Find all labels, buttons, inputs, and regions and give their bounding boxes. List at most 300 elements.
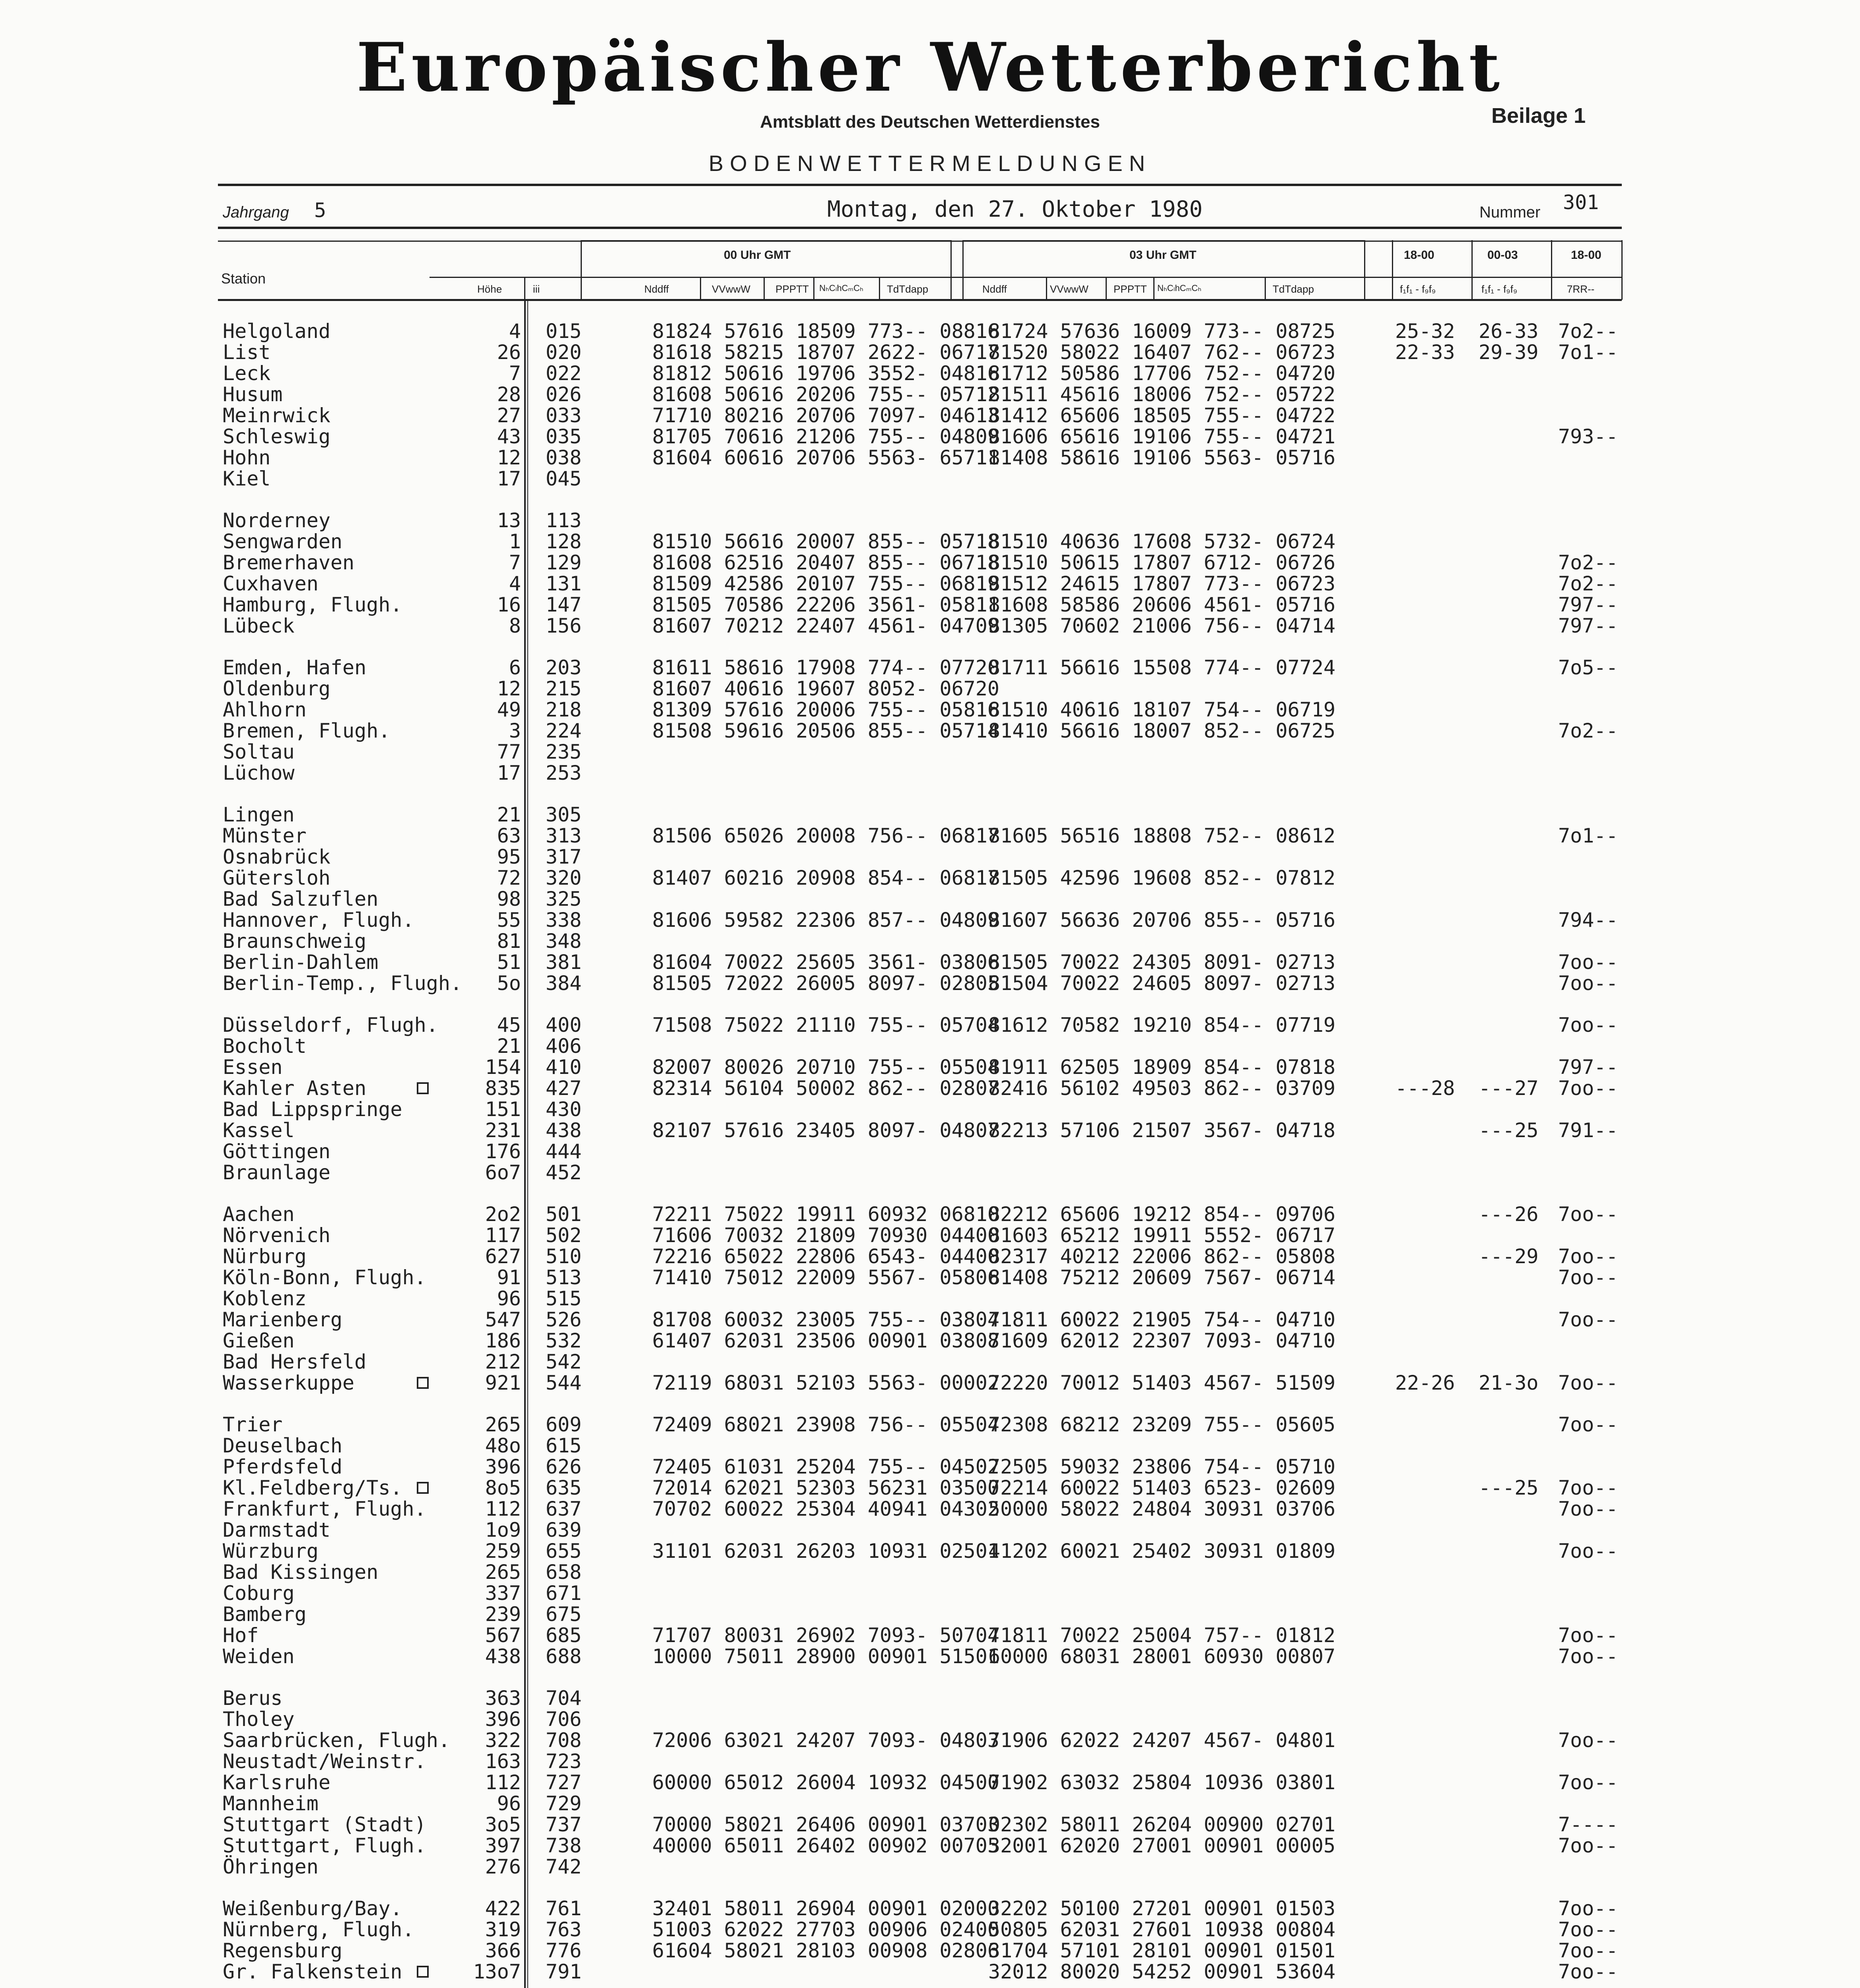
obs-03: 32202 50100 27201 00901 01503 [988,1897,1335,1920]
station-name: Kl.Feldberg/Ts. [223,1476,402,1499]
report-date: Montag, den 27. Oktober 1980 [827,196,1203,222]
station-index: 452 [546,1161,582,1184]
col-r3-sub: 7RR-- [1567,283,1595,295]
obs-03: 81712 50586 17706 752-- 04720 [988,362,1335,385]
wind-gust-00-03: ---29 [1479,1245,1539,1268]
station-index: 626 [546,1455,582,1478]
obs-03: 81724 57636 16009 773-- 08725 [988,320,1335,343]
station-index: 381 [546,951,582,974]
col-r2: 00-03 [1487,248,1518,262]
station-name: Bremerhaven [223,551,355,574]
precip-group: 7oo-- [1558,1413,1618,1436]
station-name: Meinrwick [223,404,330,427]
station-hoehe: 422 [485,1897,521,1920]
obs-00: 81705 70616 21206 755-- 04809 [652,425,999,448]
obs-00: 72006 63021 24207 7093- 04803 [652,1729,999,1752]
precip-group: 791-- [1558,1119,1618,1142]
station-index: 791 [546,1960,582,1983]
station-index: 253 [546,761,582,784]
station-name: Nürburg [223,1245,307,1268]
station-hoehe: 547 [485,1308,521,1331]
station-index: 515 [546,1287,582,1310]
station-name: Bamberg [223,1603,307,1626]
station-hoehe: 95 [497,845,521,868]
page-title: Europäischer Wetterbericht [356,28,1504,107]
station-name: Weiden [223,1645,295,1668]
sub-03-clouds: NₕCₗhCₘCₕ [1157,283,1201,293]
obs-00: 81604 70022 25605 3561- 03806 [652,951,999,974]
station-index: 317 [546,845,582,868]
station-name: Bad Kissingen [223,1561,379,1584]
obs-00: 71707 80031 26902 7093- 50704 [652,1624,999,1647]
station-hoehe: 567 [485,1624,521,1647]
station-name: Leck [223,362,271,385]
station-name: Lingen [223,803,295,826]
sub-00-nddff: Nddff [644,283,669,295]
precip-group: 7o5-- [1558,656,1618,679]
station-name: Kahler Asten [223,1077,367,1100]
obs-03: 81510 40636 17608 5732- 06724 [988,530,1335,553]
station-hoehe: 43 [497,425,521,448]
precip-group: 7oo-- [1558,1203,1618,1226]
station-index: 688 [546,1645,582,1668]
station-hoehe: 6o7 [485,1161,521,1184]
station-index: 727 [546,1771,582,1794]
obs-00: 72216 65022 22806 6543- 04400 [652,1245,999,1268]
station-hoehe: 4 [509,320,521,343]
sub-00-ppptt: PPPTT [775,283,809,295]
station-hoehe: 363 [485,1687,521,1710]
station-index: 235 [546,740,582,763]
station-index: 675 [546,1603,582,1626]
station-index: 147 [546,593,582,616]
section-title: BODENWETTERMELDUNGEN [708,151,1152,176]
station-hoehe: 835 [485,1077,521,1100]
station-name: Aachen [223,1203,295,1226]
station-name: Stuttgart (Stadt) [223,1813,426,1836]
obs-00: 61407 62031 23506 00901 03808 [652,1329,999,1352]
precip-group: 797-- [1558,593,1618,616]
station-name: Bad Hersfeld [223,1350,367,1373]
obs-03: 50000 58022 24804 30931 03706 [988,1497,1335,1520]
obs-03: 82317 40212 22006 862-- 05808 [988,1245,1335,1268]
obs-00: 72014 62021 52303 56231 03500 [652,1476,999,1499]
precip-group: 7oo-- [1558,1939,1618,1962]
mountain-station-icon [417,1082,429,1094]
station-index: 338 [546,909,582,932]
nummer-label: Nummer [1479,204,1541,221]
station-index: 737 [546,1813,582,1836]
precip-group: 7oo-- [1558,1266,1618,1289]
obs-00: 81607 70212 22407 4561- 04709 [652,614,999,637]
obs-00: 81510 56616 20007 855-- 05718 [652,530,999,553]
station-name: Bad Salzuflen [223,887,379,911]
station-name: Braunschweig [223,930,367,953]
precip-group: 7oo-- [1558,972,1618,995]
precip-group: 7oo-- [1558,1497,1618,1520]
station-index: 763 [546,1918,582,1941]
obs-03: 82213 57106 21507 3567- 04718 [988,1119,1335,1142]
station-name: Düsseldorf, Flugh. [223,1013,438,1037]
obs-00: 81608 50616 20206 755-- 05712 [652,383,999,406]
obs-00: 61604 58021 28103 00908 02806 [652,1939,999,1962]
station-name: Helgoland [223,320,330,343]
obs-03: 81612 70582 19210 854-- 07719 [988,1013,1335,1037]
station-index: 438 [546,1119,582,1142]
wind-gust-18-00: 25-32 [1395,320,1455,343]
obs-00: 82107 57616 23405 8097- 04807 [652,1119,999,1142]
station-name: Husum [223,383,283,406]
sub-03-vvwww: VVwwW [1050,283,1088,295]
precip-group: 7oo-- [1558,1245,1618,1268]
station-index: 635 [546,1476,582,1499]
col-r3: 18-00 [1571,248,1602,262]
obs-00: 40000 65011 26402 00902 00705 [652,1834,999,1857]
col-iii: iii [533,283,540,295]
station-hoehe: 5o [497,972,521,995]
station-index: 038 [546,446,582,469]
station-name: Mannheim [223,1792,319,1815]
station-index: 325 [546,887,582,911]
body-divider-hoehe [524,300,526,1988]
station-hoehe: 6 [509,656,521,679]
station-hoehe: 96 [497,1792,521,1815]
station-hoehe: 3 [509,719,521,742]
station-hoehe: 77 [497,740,521,763]
obs-03: 41202 60021 25402 30931 01809 [988,1540,1335,1563]
wind-gust-18-00: 22-33 [1395,341,1455,364]
station-index: 609 [546,1413,582,1436]
station-name: Ahlhorn [223,698,307,721]
station-name: Münster [223,824,307,847]
station-name: Berlin-Temp., Flugh. [223,972,463,995]
station-name: Wasserkuppe [223,1371,355,1394]
precip-group: 7oo-- [1558,1308,1618,1331]
obs-00: 82007 80026 20710 755-- 05504 [652,1056,999,1079]
col-station: Station [221,270,266,287]
station-hoehe: 17 [497,761,521,784]
obs-03: 81505 70022 24305 8091- 02713 [988,951,1335,974]
obs-00: 81509 42586 20107 755-- 06819 [652,572,999,595]
precip-group: 7oo-- [1558,1540,1618,1563]
wind-gust-00-03: 21-3o [1479,1371,1539,1394]
station-name: Oldenburg [223,677,330,700]
beilage-label: Beilage 1 [1491,104,1586,128]
col-r1: 18-00 [1404,248,1434,262]
station-name: Hof [223,1624,259,1647]
station-name: Darmstadt [223,1518,330,1541]
station-hoehe: 627 [485,1245,521,1268]
station-hoehe: 55 [497,909,521,932]
station-name: Soltau [223,740,295,763]
station-index: 045 [546,467,582,490]
precip-group: 7oo-- [1558,1960,1618,1983]
station-hoehe: 16 [497,593,521,616]
station-index: 502 [546,1224,582,1247]
obs-03: 02302 58011 26204 00900 02701 [988,1813,1335,1836]
obs-03: 71811 70022 25004 757-- 01812 [988,1624,1335,1647]
station-hoehe: 212 [485,1350,521,1373]
station-index: 129 [546,551,582,574]
station-index: 033 [546,404,582,427]
obs-03: 82212 65606 19212 854-- 09706 [988,1203,1335,1226]
precip-group: 7oo-- [1558,1371,1618,1394]
obs-00: 60000 65012 26004 10932 04500 [652,1771,999,1794]
precip-group: 797-- [1558,614,1618,637]
obs-00: 81505 72022 26005 8097- 02805 [652,972,999,995]
obs-00: 71508 75022 21110 755-- 05704 [652,1013,999,1037]
jahrgang-value: 5 [314,199,327,222]
col-group-03: 03 Uhr GMT [1129,248,1197,262]
station-name: Nürnberg, Flugh. [223,1918,414,1941]
station-index: 128 [546,530,582,553]
obs-00: 81608 62516 20407 855-- 06718 [652,551,999,574]
obs-03: 32012 80020 54252 00901 53604 [988,1960,1335,1983]
station-index: 427 [546,1077,582,1100]
station-hoehe: 45 [497,1013,521,1037]
obs-03: 81520 58022 16407 762-- 06723 [988,341,1335,364]
obs-03: 81510 50615 17807 6712- 06726 [988,551,1335,574]
precip-group: 797-- [1558,1056,1618,1079]
station-name: Braunlage [223,1161,330,1184]
obs-00: 81606 59582 22306 857-- 04809 [652,909,999,932]
obs-00: 72211 75022 19911 60932 06810 [652,1203,999,1226]
station-hoehe: 163 [485,1750,521,1773]
station-hoehe: 117 [485,1224,521,1247]
station-hoehe: 13o7 [473,1960,521,1983]
obs-00: 81309 57616 20006 755-- 05816 [652,698,999,721]
precip-group: 793-- [1558,425,1618,448]
station-hoehe: 81 [497,930,521,953]
obs-03: 81603 65212 19911 5552- 06717 [988,1224,1335,1247]
obs-00: 31101 62031 26203 10931 02501 [652,1540,999,1563]
station-index: 532 [546,1329,582,1352]
obs-00: 72405 61031 25204 755-- 04502 [652,1455,999,1478]
obs-00: 72409 68021 23908 756-- 05504 [652,1413,999,1436]
obs-03: 82416 56102 49503 862-- 03709 [988,1077,1335,1100]
station-hoehe: 259 [485,1540,521,1563]
mountain-station-icon [417,1482,429,1494]
station-name: Kassel [223,1119,295,1142]
station-name: Lübeck [223,614,295,637]
obs-03: 81511 45616 18006 752-- 05722 [988,383,1335,406]
station-index: 218 [546,698,582,721]
obs-00: 70702 60022 25304 40941 04302 [652,1497,999,1520]
station-index: 776 [546,1939,582,1962]
station-index: 348 [546,930,582,953]
station-index: 738 [546,1834,582,1857]
station-index: 615 [546,1434,582,1457]
station-name: Koblenz [223,1287,307,1310]
station-index: 510 [546,1245,582,1268]
precip-group: 7oo-- [1558,1624,1618,1647]
station-hoehe: 112 [485,1771,521,1794]
obs-00: 81604 60616 20706 5563- 65711 [652,446,999,469]
station-name: Gr. Falkenstein [223,1960,402,1983]
header-rule [218,227,1622,229]
precip-group: 7oo-- [1558,1645,1618,1668]
station-hoehe: 3o5 [485,1813,521,1836]
station-name: Bad Lippspringe [223,1098,402,1121]
station-hoehe: 276 [485,1855,521,1878]
station-index: 320 [546,866,582,889]
sub-03-tdtd: TdTdapp [1273,283,1314,295]
station-index: 761 [546,1897,582,1920]
precip-group: 7---- [1558,1813,1618,1836]
station-name: Neustadt/Weinstr. [223,1750,426,1773]
station-name: Regensburg [223,1939,343,1962]
station-index: 513 [546,1266,582,1289]
station-index: 015 [546,320,582,343]
station-index: 406 [546,1035,582,1058]
station-name: Emden, Hafen [223,656,367,679]
station-hoehe: 265 [485,1561,521,1584]
station-hoehe: 8 [509,614,521,637]
obs-03: 72214 60022 51403 6523- 02609 [988,1476,1335,1499]
station-name: Cuxhaven [223,572,319,595]
obs-03: 81607 56636 20706 855-- 05716 [988,909,1335,932]
station-hoehe: 51 [497,951,521,974]
station-name: Hannover, Flugh. [223,909,414,932]
obs-03: 81605 56516 18808 752-- 08612 [988,824,1335,847]
station-name: Berlin-Dahlem [223,951,379,974]
obs-03: 81510 40616 18107 754-- 06719 [988,698,1335,721]
station-name: Bremen, Flugh. [223,719,391,742]
station-name: Gießen [223,1329,295,1352]
obs-00: 71606 70032 21809 70930 04400 [652,1224,999,1247]
station-index: 384 [546,972,582,995]
station-name: Göttingen [223,1140,330,1163]
obs-03: 81505 42596 19608 852-- 07812 [988,866,1335,889]
precip-group: 7oo-- [1558,1918,1618,1941]
precip-group: 7o2-- [1558,551,1618,574]
station-name: Tholey [223,1708,295,1731]
body-divider-hoehe-2 [527,300,528,1988]
obs-00: 71410 75012 22009 5567- 05806 [652,1266,999,1289]
station-name: Marienberg [223,1308,343,1331]
wind-gust-00-03: ---25 [1479,1476,1539,1499]
station-hoehe: 337 [485,1582,521,1605]
station-index: 544 [546,1371,582,1394]
station-name: Osnabrück [223,845,330,868]
station-index: 131 [546,572,582,595]
precip-group: 7oo-- [1558,1077,1618,1100]
obs-03: 81711 56616 15508 774-- 07724 [988,656,1335,679]
col-group-00: 00 Uhr GMT [724,248,791,262]
station-hoehe: 239 [485,1603,521,1626]
station-index: 020 [546,341,582,364]
mountain-station-icon [417,1377,429,1389]
obs-00: 32401 58011 26904 00901 02000 [652,1897,999,1920]
obs-03: 32001 62020 27001 00901 00005 [988,1834,1335,1857]
station-hoehe: 17 [497,467,521,490]
station-index: 658 [546,1561,582,1584]
station-index: 305 [546,803,582,826]
station-index: 156 [546,614,582,637]
station-index: 400 [546,1013,582,1037]
obs-00: 81708 60032 23005 755-- 03804 [652,1308,999,1331]
station-hoehe: 72 [497,866,521,889]
station-name: Weißenburg/Bay. [223,1897,402,1920]
nummer-value: 301 [1563,191,1599,214]
obs-00: 81607 40616 19607 8052- 06720 [652,677,999,700]
station-index: 444 [546,1140,582,1163]
station-hoehe: 154 [485,1056,521,1079]
jahrgang-label: Jahrgang [223,204,289,221]
station-name: List [223,341,271,364]
precip-group: 7o1-- [1558,824,1618,847]
sub-00-tdtd: TdTdapp [887,283,929,295]
station-index: 639 [546,1518,582,1541]
obs-03: 81608 58586 20606 4561- 05716 [988,593,1335,616]
station-hoehe: 12 [497,677,521,700]
station-index: 022 [546,362,582,385]
station-index: 637 [546,1497,582,1520]
station-index: 113 [546,509,582,532]
station-index: 742 [546,1855,582,1878]
sub-03-nddff: Nddff [982,283,1007,295]
obs-00: 81505 70586 22206 3561- 05811 [652,593,999,616]
sub-03-ppptt: PPPTT [1114,283,1147,295]
station-hoehe: 13 [497,509,521,532]
station-index: 224 [546,719,582,742]
precip-group: 7oo-- [1558,1013,1618,1037]
station-index: 410 [546,1056,582,1079]
obs-03: 60000 68031 28001 60930 00807 [988,1645,1335,1668]
station-hoehe: 91 [497,1266,521,1289]
wind-gust-00-03: ---25 [1479,1119,1539,1142]
precip-group: 7oo-- [1558,1476,1618,1499]
sub-00-vvwww: VVwwW [712,283,750,295]
station-index: 655 [546,1540,582,1563]
station-hoehe: 8o5 [485,1476,521,1499]
obs-00: 51003 62022 27703 00906 02400 [652,1918,999,1941]
station-name: Essen [223,1056,283,1079]
station-name: Deuselbach [223,1434,343,1457]
station-name: Würzburg [223,1540,319,1563]
station-hoehe: 21 [497,803,521,826]
obs-00: 81508 59616 20506 855-- 05714 [652,719,999,742]
obs-03: 72505 59032 23806 754-- 05710 [988,1455,1335,1478]
obs-03: 71811 60022 21905 754-- 04710 [988,1308,1335,1331]
sub-00-clouds: NₕCₗhCₘCₕ [819,283,863,293]
station-hoehe: 12 [497,446,521,469]
station-index: 671 [546,1582,582,1605]
station-name: Nörvenich [223,1224,330,1247]
station-hoehe: 186 [485,1329,521,1352]
precip-group: 7o2-- [1558,719,1618,742]
precip-group: 7o2-- [1558,320,1618,343]
station-name: Trier [223,1413,283,1436]
station-name: Frankfurt, Flugh. [223,1497,426,1520]
station-hoehe: 319 [485,1918,521,1941]
station-index: 706 [546,1708,582,1731]
obs-03: 81911 62505 18909 854-- 07818 [988,1056,1335,1079]
wind-gust-00-03: 26-33 [1479,320,1539,343]
station-hoehe: 396 [485,1708,521,1731]
col-hoehe: Höhe [477,283,502,295]
mountain-station-icon [417,1966,429,1978]
precip-group: 7o1-- [1558,341,1618,364]
station-hoehe: 21 [497,1035,521,1058]
obs-00: 81618 58215 18707 2622- 06717 [652,341,999,364]
wind-gust-00-03: ---26 [1479,1203,1539,1226]
station-hoehe: 26 [497,341,521,364]
station-hoehe: 396 [485,1455,521,1478]
station-name: Pferdsfeld [223,1455,343,1478]
wind-gust-18-00: 22-26 [1395,1371,1455,1394]
obs-03: 81410 56616 18007 852-- 06725 [988,719,1335,742]
